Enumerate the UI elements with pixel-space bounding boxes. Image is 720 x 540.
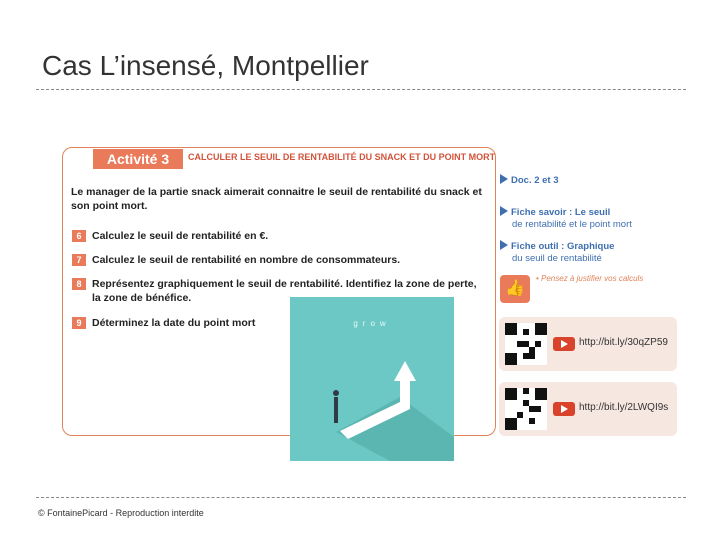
question-text: Calculez le seuil de rentabilité en nombre de consommateurs. [92, 254, 401, 266]
doc-reference[interactable]: Doc. 2 et 3 [500, 174, 559, 187]
footer-copyright: © FontainePicard - Reproduction interdite [38, 508, 204, 518]
video-play-icon [553, 402, 575, 416]
bottom-divider [36, 497, 686, 498]
video-link-1[interactable] [499, 317, 677, 371]
triangle-icon [500, 206, 508, 216]
video-url[interactable]: http://bit.ly/2LWQI9s [579, 402, 669, 413]
question-number: 7 [72, 254, 86, 266]
activity-title: CALCULER LE SEUIL DE RENTABILITÉ DU SNACK ET DU POINT MORT [188, 152, 496, 162]
video-url[interactable]: http://bit.ly/30qZP59 [579, 337, 668, 348]
question-text: Représentez graphiquement le seuil de rentabilité. Identifiez la zone de perte, la zone de bénéfice. [92, 278, 477, 304]
grow-illustration [290, 297, 454, 461]
tip-text: • Pensez à justifier vos calculs [536, 274, 644, 283]
question-number: 6 [72, 230, 86, 242]
question-text: Calculez le seuil de rentabilité en €. [92, 230, 269, 242]
thumbs-up-icon: 👍 [500, 275, 530, 303]
top-divider [36, 89, 686, 90]
fiche-savoir-link[interactable]: Fiche savoir : Le seuil de rentabilité et le point mort [500, 206, 632, 231]
activity-badge: Activité 3 [93, 149, 183, 169]
question-9 [72, 316, 255, 330]
question-number: 8 [72, 278, 86, 290]
fiche-outil-link[interactable]: Fiche outil : Graphique du seuil de rentabilité [500, 240, 614, 265]
slide-title: Cas L’insensé, Montpellier [42, 50, 369, 81]
triangle-icon [500, 174, 508, 184]
question-7 [72, 253, 400, 267]
video-play-icon [553, 337, 575, 351]
growth-arrow-graphic [290, 297, 454, 461]
question-number: 9 [72, 317, 86, 329]
qr-code-icon [505, 388, 547, 430]
activity-intro: Le manager de la partie snack aimerait connaitre le seuil de rentabilité du snack et son point mort. [71, 186, 482, 212]
question-text: Déterminez la date du point mort [92, 317, 256, 329]
grow-word: grow [353, 319, 391, 328]
qr-code-icon [505, 323, 547, 365]
video-link-2[interactable] [499, 382, 677, 436]
triangle-icon [500, 240, 508, 250]
question-6 [72, 229, 268, 243]
